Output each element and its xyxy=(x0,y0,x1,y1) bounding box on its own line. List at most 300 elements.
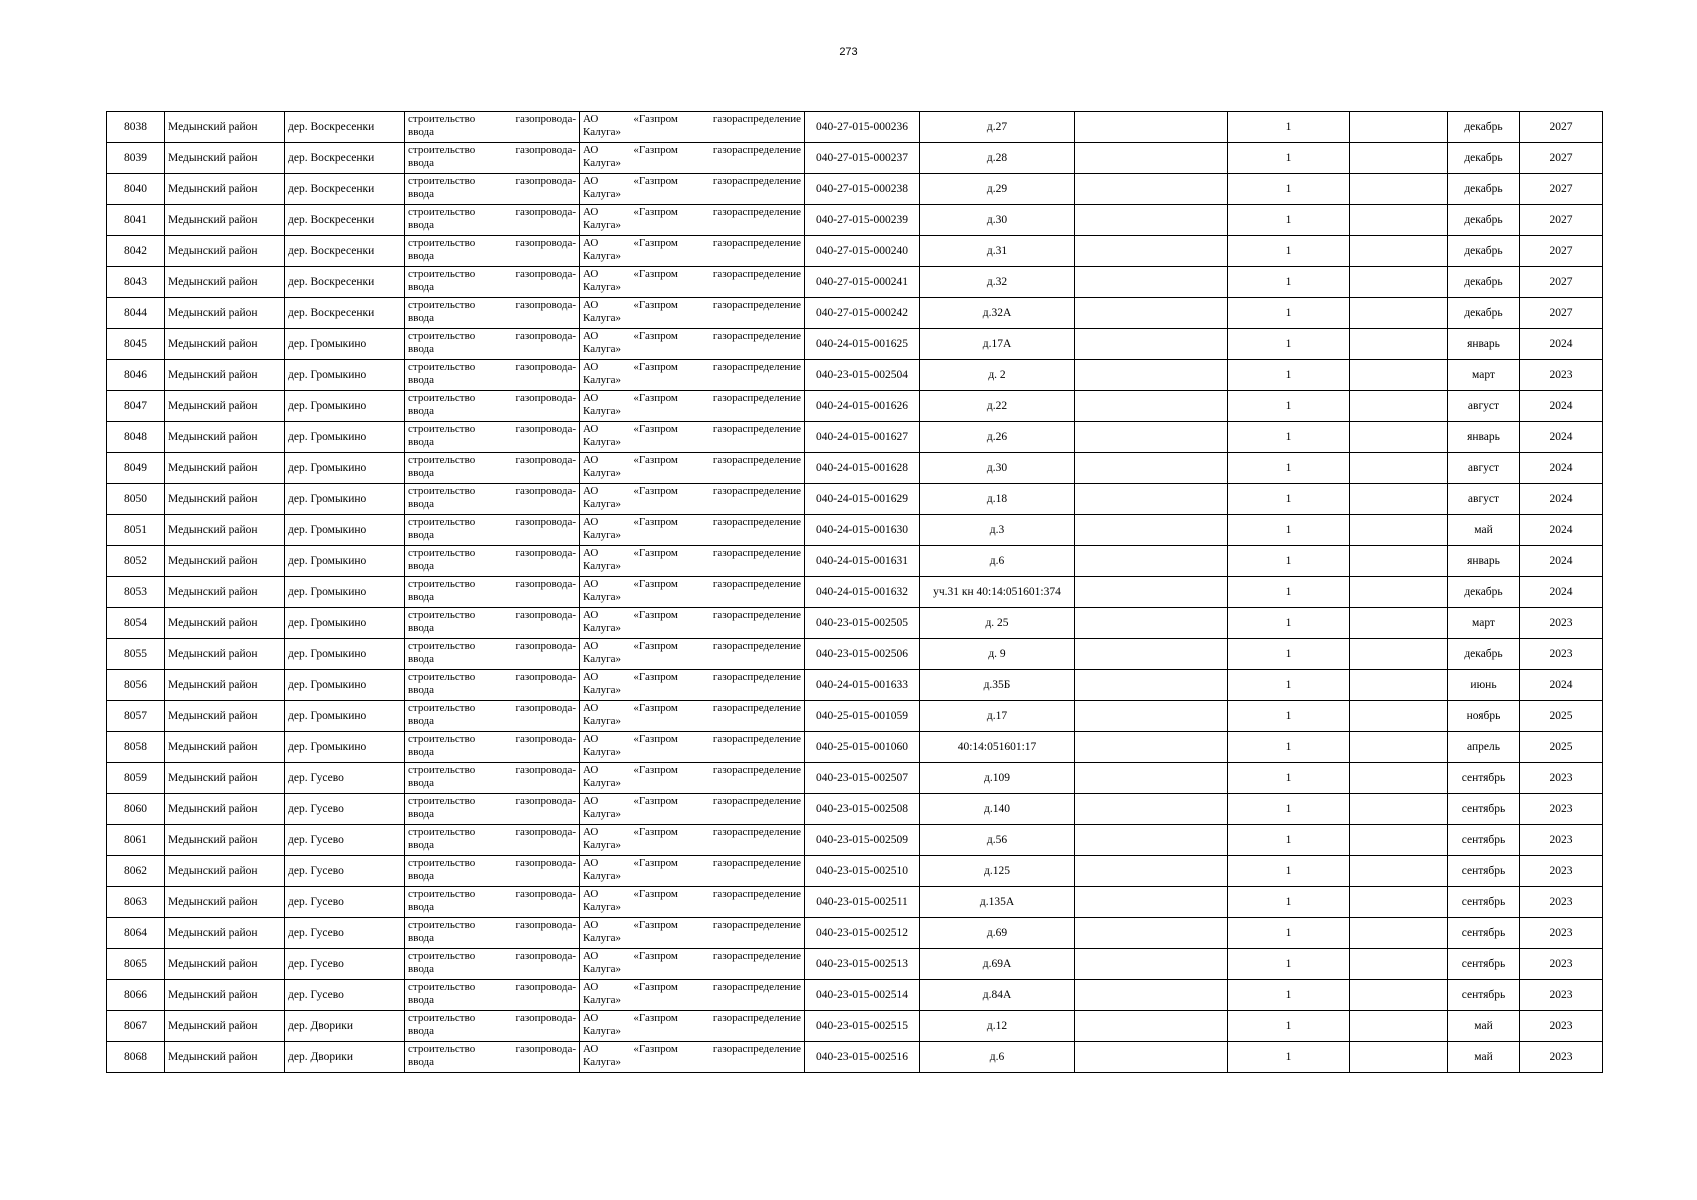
empty-cell xyxy=(1350,205,1448,236)
empty-cell xyxy=(1075,391,1228,422)
work-type-line-1 xyxy=(408,144,576,157)
village-cell: дер. Гусево xyxy=(285,887,405,918)
work-type-line-1 xyxy=(408,485,576,498)
empty-cell xyxy=(1350,639,1448,670)
empty-cell xyxy=(1075,918,1228,949)
address-cell: д.56 xyxy=(920,825,1075,856)
row-number: 8068 xyxy=(107,1042,165,1073)
table-row xyxy=(107,546,1603,577)
org-word-1: АО xyxy=(583,392,599,404)
row-number: 8064 xyxy=(107,918,165,949)
org-word-4: Калуга» xyxy=(583,126,622,138)
year-cell: 2023 xyxy=(1520,887,1603,918)
table-row xyxy=(107,763,1603,794)
work-word-3: ввода xyxy=(408,963,434,975)
organization-cell xyxy=(580,1042,805,1073)
empty-cell xyxy=(1075,329,1228,360)
object-code-cell: 040-24-015-001629 xyxy=(805,484,920,515)
row-number: 8060 xyxy=(107,794,165,825)
village-cell: дер. Воскресенки xyxy=(285,267,405,298)
village-cell: дер. Громыкино xyxy=(285,639,405,670)
org-word-3: газораспределение xyxy=(712,609,801,621)
object-code-cell: 040-25-015-001060 xyxy=(805,732,920,763)
row-number: 8062 xyxy=(107,856,165,887)
table-row xyxy=(107,825,1603,856)
empty-cell xyxy=(1075,639,1228,670)
organization-cell xyxy=(580,515,805,546)
org-word-4: Калуга» xyxy=(583,684,622,696)
empty-cell xyxy=(1075,236,1228,267)
empty-cell xyxy=(1075,174,1228,205)
village-cell: дер. Гусево xyxy=(285,825,405,856)
work-type-line-1 xyxy=(408,1043,576,1056)
work-type-line-1 xyxy=(408,516,576,529)
village-cell: дер. Громыкино xyxy=(285,391,405,422)
work-type-cell xyxy=(405,577,580,608)
table-row xyxy=(107,236,1603,267)
empty-cell xyxy=(1350,701,1448,732)
empty-cell xyxy=(1350,360,1448,391)
empty-cell xyxy=(1075,205,1228,236)
work-word-2: газопровода- xyxy=(515,733,576,745)
work-type-line-1 xyxy=(408,1012,576,1025)
work-word-1: строительство xyxy=(408,113,476,125)
table-row xyxy=(107,608,1603,639)
row-number: 8059 xyxy=(107,763,165,794)
district-cell: Медынский район xyxy=(165,515,285,546)
empty-cell xyxy=(1350,794,1448,825)
month-cell: май xyxy=(1448,1011,1520,1042)
object-code-cell: 040-25-015-001059 xyxy=(805,701,920,732)
work-word-3: ввода xyxy=(408,777,434,789)
empty-cell xyxy=(1350,577,1448,608)
village-cell: дер. Гусево xyxy=(285,918,405,949)
empty-cell xyxy=(1075,1011,1228,1042)
object-code-cell: 040-23-015-002504 xyxy=(805,360,920,391)
org-word-1: АО xyxy=(583,516,599,528)
year-cell: 2023 xyxy=(1520,639,1603,670)
month-cell: декабрь xyxy=(1448,112,1520,143)
org-word-2: «Газпром xyxy=(633,516,678,528)
work-type-line-1 xyxy=(408,795,576,808)
work-type-line-1 xyxy=(408,981,576,994)
organization-cell xyxy=(580,732,805,763)
object-code-cell: 040-27-015-000240 xyxy=(805,236,920,267)
org-word-1: АО xyxy=(583,888,599,900)
org-word-2: «Газпром xyxy=(633,950,678,962)
organization-line-1 xyxy=(583,516,801,529)
organization-line-1 xyxy=(583,733,801,746)
work-word-2: газопровода- xyxy=(515,702,576,714)
work-type-cell xyxy=(405,980,580,1011)
row-number: 8041 xyxy=(107,205,165,236)
work-type-cell xyxy=(405,112,580,143)
organization-cell xyxy=(580,453,805,484)
organization-cell xyxy=(580,608,805,639)
month-cell: сентябрь xyxy=(1448,980,1520,1011)
work-type-cell xyxy=(405,825,580,856)
village-cell: дер. Гусево xyxy=(285,763,405,794)
year-cell: 2027 xyxy=(1520,112,1603,143)
object-code-cell: 040-27-015-000239 xyxy=(805,205,920,236)
table-row xyxy=(107,329,1603,360)
work-word-2: газопровода- xyxy=(515,330,576,342)
organization-line-1 xyxy=(583,857,801,870)
work-word-2: газопровода- xyxy=(515,516,576,528)
org-word-4: Калуга» xyxy=(583,901,622,913)
org-word-4: Калуга» xyxy=(583,1056,622,1068)
org-word-1: АО xyxy=(583,330,599,342)
work-word-1: строительство xyxy=(408,609,476,621)
month-cell: декабрь xyxy=(1448,577,1520,608)
month-cell: август xyxy=(1448,391,1520,422)
organization-line-1 xyxy=(583,1012,801,1025)
month-cell: сентябрь xyxy=(1448,825,1520,856)
address-cell: д.32А xyxy=(920,298,1075,329)
village-cell: дер. Громыкино xyxy=(285,329,405,360)
org-word-3: газораспределение xyxy=(712,175,801,187)
quantity-cell: 1 xyxy=(1228,453,1350,484)
work-type-line-1 xyxy=(408,671,576,684)
district-cell: Медынский район xyxy=(165,546,285,577)
organization-cell xyxy=(580,887,805,918)
quantity-cell: 1 xyxy=(1228,670,1350,701)
work-type-cell xyxy=(405,484,580,515)
org-word-1: АО xyxy=(583,237,599,249)
object-code-cell: 040-24-015-001633 xyxy=(805,670,920,701)
object-code-cell: 040-24-015-001625 xyxy=(805,329,920,360)
year-cell: 2024 xyxy=(1520,577,1603,608)
org-word-4: Калуга» xyxy=(583,839,622,851)
work-type-line-1 xyxy=(408,237,576,250)
address-cell: д.84А xyxy=(920,980,1075,1011)
org-word-4: Калуга» xyxy=(583,250,622,262)
table-row xyxy=(107,887,1603,918)
table-row xyxy=(107,701,1603,732)
address-cell: д.26 xyxy=(920,422,1075,453)
object-code-cell: 040-23-015-002505 xyxy=(805,608,920,639)
work-word-2: газопровода- xyxy=(515,454,576,466)
org-word-3: газораспределение xyxy=(712,206,801,218)
organization-line-1 xyxy=(583,826,801,839)
organization-cell xyxy=(580,484,805,515)
row-number: 8050 xyxy=(107,484,165,515)
org-word-1: АО xyxy=(583,640,599,652)
month-cell: сентябрь xyxy=(1448,856,1520,887)
organization-cell xyxy=(580,391,805,422)
organization-cell xyxy=(580,577,805,608)
work-word-3: ввода xyxy=(408,281,434,293)
row-number: 8055 xyxy=(107,639,165,670)
empty-cell xyxy=(1350,298,1448,329)
table-row xyxy=(107,918,1603,949)
empty-cell xyxy=(1075,732,1228,763)
org-word-4: Калуга» xyxy=(583,343,622,355)
org-word-3: газораспределение xyxy=(712,702,801,714)
empty-cell xyxy=(1350,918,1448,949)
work-word-2: газопровода- xyxy=(515,764,576,776)
month-cell: ноябрь xyxy=(1448,701,1520,732)
empty-cell xyxy=(1350,236,1448,267)
address-cell: д.18 xyxy=(920,484,1075,515)
district-cell: Медынский район xyxy=(165,484,285,515)
month-cell: январь xyxy=(1448,422,1520,453)
year-cell: 2027 xyxy=(1520,298,1603,329)
org-word-3: газораспределение xyxy=(712,795,801,807)
table-row xyxy=(107,639,1603,670)
organization-cell xyxy=(580,236,805,267)
organization-line-1 xyxy=(583,640,801,653)
work-word-3: ввода xyxy=(408,157,434,169)
organization-cell xyxy=(580,825,805,856)
empty-cell xyxy=(1350,267,1448,298)
org-word-3: газораспределение xyxy=(712,485,801,497)
row-number: 8052 xyxy=(107,546,165,577)
table-row xyxy=(107,143,1603,174)
org-word-1: АО xyxy=(583,950,599,962)
work-word-3: ввода xyxy=(408,250,434,262)
work-word-1: строительство xyxy=(408,361,476,373)
row-number: 8046 xyxy=(107,360,165,391)
org-word-1: АО xyxy=(583,144,599,156)
village-cell: дер. Громыкино xyxy=(285,360,405,391)
work-type-cell xyxy=(405,701,580,732)
org-word-2: «Газпром xyxy=(633,857,678,869)
village-cell: дер. Громыкино xyxy=(285,453,405,484)
village-cell: дер. Громыкино xyxy=(285,608,405,639)
address-cell: д.6 xyxy=(920,546,1075,577)
row-number: 8047 xyxy=(107,391,165,422)
address-cell: д.3 xyxy=(920,515,1075,546)
org-word-1: АО xyxy=(583,609,599,621)
quantity-cell: 1 xyxy=(1228,856,1350,887)
village-cell: дер. Громыкино xyxy=(285,670,405,701)
year-cell: 2027 xyxy=(1520,143,1603,174)
work-word-1: строительство xyxy=(408,454,476,466)
quantity-cell: 1 xyxy=(1228,391,1350,422)
village-cell: дер. Громыкино xyxy=(285,546,405,577)
work-word-1: строительство xyxy=(408,764,476,776)
work-word-1: строительство xyxy=(408,330,476,342)
quantity-cell: 1 xyxy=(1228,267,1350,298)
month-cell: декабрь xyxy=(1448,205,1520,236)
org-word-4: Калуга» xyxy=(583,374,622,386)
work-word-1: строительство xyxy=(408,268,476,280)
table-row xyxy=(107,732,1603,763)
empty-cell xyxy=(1075,515,1228,546)
village-cell: дер. Воскресенки xyxy=(285,298,405,329)
village-cell: дер. Воскресенки xyxy=(285,174,405,205)
district-cell: Медынский район xyxy=(165,298,285,329)
district-cell: Медынский район xyxy=(165,236,285,267)
work-word-1: строительство xyxy=(408,516,476,528)
empty-cell xyxy=(1350,608,1448,639)
address-cell: д.35Б xyxy=(920,670,1075,701)
organization-cell xyxy=(580,360,805,391)
quantity-cell: 1 xyxy=(1228,639,1350,670)
village-cell: дер. Гусево xyxy=(285,794,405,825)
work-word-3: ввода xyxy=(408,560,434,572)
org-word-2: «Газпром xyxy=(633,671,678,683)
work-type-line-1 xyxy=(408,733,576,746)
year-cell: 2023 xyxy=(1520,794,1603,825)
year-cell: 2023 xyxy=(1520,856,1603,887)
year-cell: 2023 xyxy=(1520,763,1603,794)
district-cell: Медынский район xyxy=(165,174,285,205)
object-code-cell: 040-24-015-001632 xyxy=(805,577,920,608)
work-word-2: газопровода- xyxy=(515,423,576,435)
address-cell: д.12 xyxy=(920,1011,1075,1042)
work-word-3: ввода xyxy=(408,405,434,417)
empty-cell xyxy=(1350,980,1448,1011)
empty-cell xyxy=(1350,887,1448,918)
registry-table xyxy=(106,111,1603,1073)
org-word-4: Калуга» xyxy=(583,994,622,1006)
table-row xyxy=(107,794,1603,825)
empty-cell xyxy=(1350,763,1448,794)
address-cell: д.69А xyxy=(920,949,1075,980)
row-number: 8066 xyxy=(107,980,165,1011)
object-code-cell: 040-23-015-002510 xyxy=(805,856,920,887)
year-cell: 2024 xyxy=(1520,453,1603,484)
address-cell: д.30 xyxy=(920,205,1075,236)
work-word-1: строительство xyxy=(408,578,476,590)
object-code-cell: 040-23-015-002507 xyxy=(805,763,920,794)
village-cell: дер. Воскресенки xyxy=(285,205,405,236)
work-word-1: строительство xyxy=(408,547,476,559)
empty-cell xyxy=(1075,267,1228,298)
district-cell: Медынский район xyxy=(165,360,285,391)
row-number: 8039 xyxy=(107,143,165,174)
work-type-line-1 xyxy=(408,423,576,436)
organization-line-1 xyxy=(583,113,801,126)
org-word-2: «Газпром xyxy=(633,826,678,838)
org-word-3: газораспределение xyxy=(712,671,801,683)
organization-cell xyxy=(580,205,805,236)
address-cell: д.109 xyxy=(920,763,1075,794)
org-word-1: АО xyxy=(583,919,599,931)
org-word-2: «Газпром xyxy=(633,640,678,652)
work-word-2: газопровода- xyxy=(515,609,576,621)
table-row xyxy=(107,298,1603,329)
month-cell: декабрь xyxy=(1448,639,1520,670)
work-type-line-1 xyxy=(408,330,576,343)
district-cell: Медынский район xyxy=(165,856,285,887)
month-cell: декабрь xyxy=(1448,267,1520,298)
address-cell: уч.31 кн 40:14:051601:374 xyxy=(920,577,1075,608)
empty-cell xyxy=(1350,484,1448,515)
table-row xyxy=(107,515,1603,546)
org-word-3: газораспределение xyxy=(712,547,801,559)
empty-cell xyxy=(1350,329,1448,360)
row-number: 8053 xyxy=(107,577,165,608)
quantity-cell: 1 xyxy=(1228,515,1350,546)
quantity-cell: 1 xyxy=(1228,329,1350,360)
work-type-cell xyxy=(405,391,580,422)
district-cell: Медынский район xyxy=(165,329,285,360)
org-word-2: «Газпром xyxy=(633,702,678,714)
work-type-line-1 xyxy=(408,578,576,591)
org-word-2: «Газпром xyxy=(633,764,678,776)
empty-cell xyxy=(1350,1011,1448,1042)
district-cell: Медынский район xyxy=(165,639,285,670)
year-cell: 2023 xyxy=(1520,608,1603,639)
org-word-1: АО xyxy=(583,733,599,745)
organization-cell xyxy=(580,794,805,825)
district-cell: Медынский район xyxy=(165,918,285,949)
address-cell: д.17 xyxy=(920,701,1075,732)
org-word-2: «Газпром xyxy=(633,268,678,280)
org-word-3: газораспределение xyxy=(712,144,801,156)
org-word-2: «Газпром xyxy=(633,454,678,466)
empty-cell xyxy=(1075,763,1228,794)
work-type-cell xyxy=(405,639,580,670)
empty-cell xyxy=(1350,453,1448,484)
work-word-2: газопровода- xyxy=(515,392,576,404)
village-cell: дер. Громыкино xyxy=(285,484,405,515)
organization-line-1 xyxy=(583,392,801,405)
org-word-4: Калуга» xyxy=(583,963,622,975)
address-cell: д.140 xyxy=(920,794,1075,825)
work-word-1: строительство xyxy=(408,175,476,187)
month-cell: апрель xyxy=(1448,732,1520,763)
work-word-3: ввода xyxy=(408,901,434,913)
work-type-line-1 xyxy=(408,609,576,622)
empty-cell xyxy=(1350,391,1448,422)
empty-cell xyxy=(1350,670,1448,701)
work-word-3: ввода xyxy=(408,498,434,510)
work-word-3: ввода xyxy=(408,343,434,355)
work-word-3: ввода xyxy=(408,839,434,851)
org-word-3: газораспределение xyxy=(712,888,801,900)
work-type-line-1 xyxy=(408,454,576,467)
work-word-2: газопровода- xyxy=(515,299,576,311)
address-cell: д.69 xyxy=(920,918,1075,949)
org-word-3: газораспределение xyxy=(712,299,801,311)
work-type-line-1 xyxy=(408,640,576,653)
org-word-4: Калуга» xyxy=(583,188,622,200)
empty-cell xyxy=(1350,856,1448,887)
organization-line-1 xyxy=(583,423,801,436)
work-word-1: строительство xyxy=(408,950,476,962)
org-word-2: «Газпром xyxy=(633,485,678,497)
work-word-1: строительство xyxy=(408,919,476,931)
org-word-1: АО xyxy=(583,1012,599,1024)
work-type-line-1 xyxy=(408,857,576,870)
month-cell: сентябрь xyxy=(1448,794,1520,825)
org-word-3: газораспределение xyxy=(712,392,801,404)
work-type-cell xyxy=(405,949,580,980)
table-row xyxy=(107,856,1603,887)
table-row xyxy=(107,484,1603,515)
work-word-1: строительство xyxy=(408,888,476,900)
address-cell: д.22 xyxy=(920,391,1075,422)
empty-cell xyxy=(1075,1042,1228,1073)
row-number: 8065 xyxy=(107,949,165,980)
org-word-2: «Газпром xyxy=(633,1043,678,1055)
org-word-3: газораспределение xyxy=(712,733,801,745)
table-row xyxy=(107,980,1603,1011)
empty-cell xyxy=(1350,112,1448,143)
org-word-3: газораспределение xyxy=(712,857,801,869)
empty-cell xyxy=(1350,143,1448,174)
address-cell: д.6 xyxy=(920,1042,1075,1073)
organization-cell xyxy=(580,298,805,329)
org-word-4: Калуга» xyxy=(583,808,622,820)
address-cell: д. 9 xyxy=(920,639,1075,670)
empty-cell xyxy=(1350,546,1448,577)
address-cell: д.32 xyxy=(920,267,1075,298)
